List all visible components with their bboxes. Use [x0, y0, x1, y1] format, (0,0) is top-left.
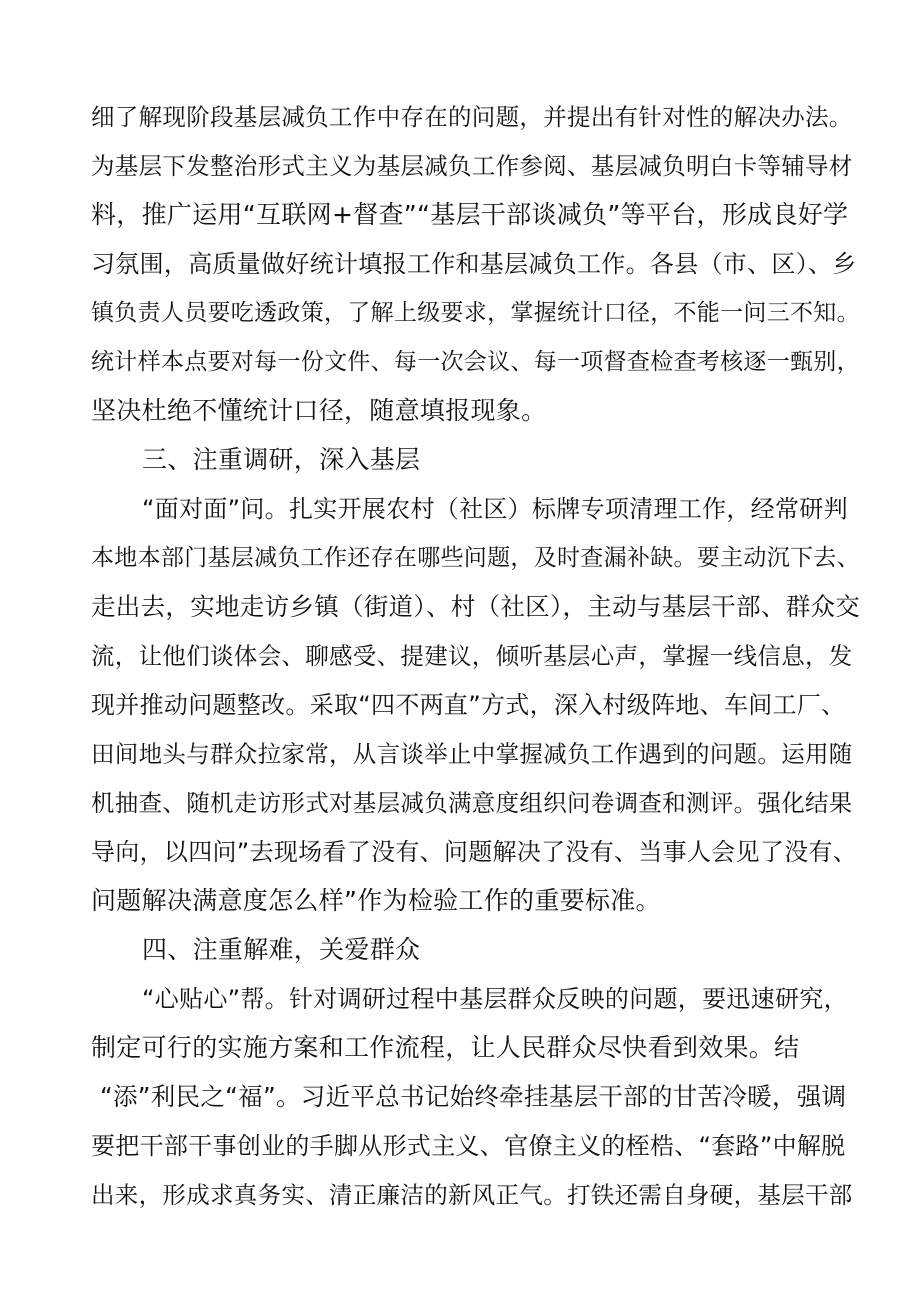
- paragraph-line: 问题解决满意度怎么样”作为检验工作的重要标准。: [91, 886, 661, 915]
- section-heading: 四、注重解难，关爱群众: [142, 935, 421, 964]
- paragraph-line: 为基层下发整治形式主义为基层减负工作参阅、基层减负明白卡等辅导材: [91, 152, 853, 180]
- paragraph-line: 现并推动问题整改。采取“四不两直”方式，深入村级阵地、车间工厂、: [91, 691, 846, 719]
- paragraph-line: 导向，以四问”去现场看了没有、问题解决了没有、当事人会见了没有、: [91, 838, 858, 866]
- paragraph-line: “面对面”问。扎实开展农村（社区）标牌专项清理工作，经常研判: [142, 495, 848, 523]
- paragraph-line: 机抽查、随机走访形式对基层减负满意度组织问卷调查和测评。强化结果: [91, 789, 853, 817]
- paragraph-line: 习氛围，高质量做好统计填报工作和基层减负工作。各县（市、区）、乡: [91, 250, 857, 278]
- section-heading: 三、注重调研，深入基层: [142, 445, 421, 474]
- paragraph-line: 料，推广运用“互联网+督查”“基层干部谈减负”等平台，形成良好学: [91, 200, 849, 229]
- paragraph-line: 细了解现阶段基层减负工作中存在的问题，并提出有针对性的解决办法。: [91, 103, 853, 131]
- paragraph-line: 镇负责人员要吃透政策，了解上级要求，掌握统计口径，不能一问三不知。: [91, 300, 860, 326]
- paragraph-line: 制定可行的实施方案和工作流程，让人民群众尽快看到效果。结: [91, 1033, 800, 1062]
- paragraph-line: 出来，形成求真务实、清正廉洁的新风正气。打铁还需自身硬，基层干部: [91, 1181, 853, 1209]
- paragraph-line: 田间地头与群众拉家常，从言谈举止中掌握减负工作遇到的问题。运用随: [91, 740, 853, 768]
- paragraph-line: 坚决杜绝不懂统计口径，随意填报现象。: [91, 396, 547, 425]
- paragraph-line: 流，让他们谈体会、聊感受、提建议，倾听基层心声，掌握一线信息，发: [91, 642, 853, 670]
- paragraph-line: 要把干部干事创业的手脚从形式主义、官僚主义的桎梏、“套路”中解脱: [91, 1132, 846, 1160]
- paragraph-line: 统计样本点要对每一份文件、每一次会议、每一项督查检查考核逐一甄别，: [91, 349, 860, 375]
- paragraph-line: “添”利民之“福”。习近平总书记始终牵挂基层干部的甘苦冷暖，强调: [100, 1082, 847, 1111]
- paragraph-line: 走出去，实地走访乡镇（街道）、村（社区），主动与基层干部、群众交: [91, 592, 861, 621]
- paragraph-line: 本地本部门基层减负工作还存在哪些问题，及时查漏补缺。要主动沉下去、: [91, 545, 860, 571]
- paragraph-line: “心贴心”帮。针对调研过程中基层群众反映的问题，要迅速研究，: [142, 985, 848, 1013]
